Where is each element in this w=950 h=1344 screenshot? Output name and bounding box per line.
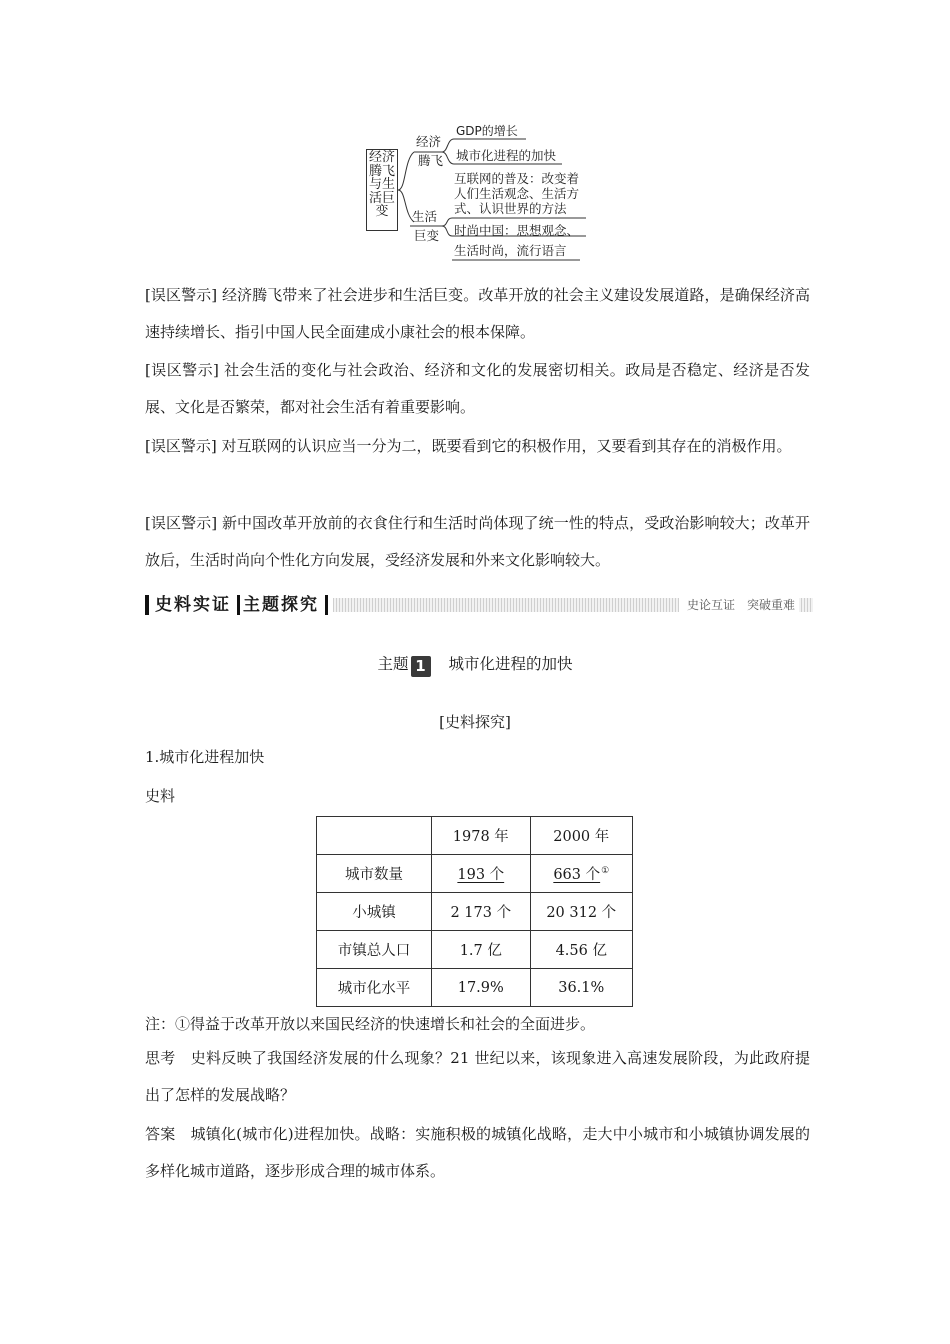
answer-text: 城镇化(城市化)进程加快。战略：实施积极的城镇化战略，走大中小城市和小城镇协调发展的多样化城市道路，逐步形成合理的城市体系。 bbox=[145, 1125, 810, 1180]
warning-text: 经济腾飞带来了社会进步和生活巨变。改革开放的社会主义建设发展道路，是确保经济高速持续增长、指引中国人民全面建成小康社会的根本保障。 bbox=[145, 286, 810, 341]
table-cell: 20 312 个 bbox=[530, 893, 632, 931]
warning-tag: [误区警示] bbox=[145, 361, 219, 379]
topic-number-badge: 1 bbox=[411, 656, 431, 677]
leaf-internet-line2: 人们生活观念、生活方 bbox=[454, 186, 580, 201]
table-row bbox=[317, 931, 633, 969]
mind-map bbox=[362, 122, 602, 264]
table-cell: 4.56 亿 bbox=[530, 931, 632, 969]
warning-paragraph bbox=[145, 505, 810, 579]
leaf-fashion-line1: 时尚中国：思想观念、 bbox=[454, 223, 580, 238]
table-row bbox=[317, 855, 633, 893]
warning-text: 新中国改革开放前的衣食住行和生活时尚体现了统一性的特点，受政治影响较大；改革开放后，生活时尚向个性化方向发展，受经济发展和外来文化影响较大。 bbox=[145, 514, 810, 569]
table-cell bbox=[432, 855, 531, 893]
answer-label: 答案 bbox=[145, 1125, 176, 1143]
row-label: 城市数量 bbox=[317, 855, 432, 893]
warning-tag: [误区警示] bbox=[145, 514, 218, 532]
warning-paragraph bbox=[145, 352, 810, 426]
connector-root-economy bbox=[398, 152, 414, 190]
source-label: 史料 bbox=[145, 787, 176, 805]
warning-paragraph bbox=[145, 277, 810, 351]
table-row bbox=[317, 969, 633, 1007]
urbanization-table bbox=[316, 816, 633, 1007]
row-label: 小城镇 bbox=[317, 893, 432, 931]
banner-right-text: 史论互证 突破重难 bbox=[679, 596, 799, 614]
leaf-urbanization: 城市化进程的加快 bbox=[456, 148, 557, 163]
banner-title-a: 史料实证 bbox=[155, 595, 231, 615]
mind-map-root bbox=[366, 149, 398, 231]
branch-life-line2: 巨变 bbox=[414, 228, 440, 243]
connector-life-internet bbox=[442, 218, 452, 226]
root-line: 与生 bbox=[368, 177, 395, 192]
table-header-cell bbox=[317, 817, 432, 855]
table-header-row bbox=[317, 817, 633, 855]
table-cell: 2 173 个 bbox=[432, 893, 531, 931]
leaf-internet-line1: 互联网的普及：改变着 bbox=[454, 171, 580, 186]
item-heading: 1.城市化进程加快 bbox=[145, 748, 265, 766]
cell-value: 193 个 bbox=[457, 867, 505, 883]
table-note: 注：①得益于改革开放以来国民经济的快速增长和社会的全面进步。 bbox=[145, 1015, 596, 1033]
warning-text: 社会生活的变化与社会政治、经济和文化的发展密切相关。政局是否稳定、经济是否发展、文化是否繁荣，都对社会生活有着重要影响。 bbox=[145, 361, 810, 416]
table-cell: 17.9% bbox=[432, 969, 531, 1007]
table-header-cell: 2000 年 bbox=[530, 817, 632, 855]
section-banner bbox=[145, 593, 815, 617]
root-line: 经济 bbox=[368, 150, 395, 165]
table-cell: 1.7 亿 bbox=[432, 931, 531, 969]
root-line: 活巨 bbox=[368, 190, 395, 206]
branch-economy-line1: 经济 bbox=[416, 134, 442, 149]
root-line: 腾飞 bbox=[368, 163, 395, 179]
leaf-fashion-line2: 生活时尚，流行语言 bbox=[454, 243, 567, 258]
root-line: 变 bbox=[375, 204, 389, 219]
cell-value: 663 个 bbox=[553, 867, 601, 883]
topic-heading bbox=[0, 652, 950, 677]
topic-title: 城市化进程的加快 bbox=[448, 655, 573, 673]
connector-economy-gdp bbox=[442, 139, 454, 152]
banner-title-b: 主题探究 bbox=[243, 595, 319, 615]
question-label: 思考 bbox=[145, 1049, 176, 1067]
warning-paragraph bbox=[145, 428, 810, 465]
table-row bbox=[317, 893, 633, 931]
branch-life-line1: 生活 bbox=[412, 209, 438, 224]
banner-separator bbox=[325, 595, 328, 615]
question-text: 史料反映了我国经济发展的什么现象？21 世纪以来，该现象进入高速发展阶段，为此政府提出了怎样的发展战略？ bbox=[145, 1049, 810, 1104]
table-cell bbox=[530, 855, 632, 893]
warning-text: 对互联网的认识应当一分为二，既要看到它的积极作用，又要看到其存在的消极作用。 bbox=[221, 437, 792, 455]
banner-left-bar bbox=[145, 595, 149, 615]
table-header-cell: 1978 年 bbox=[432, 817, 531, 855]
warning-tag: [误区警示] bbox=[145, 437, 217, 455]
banner-separator bbox=[237, 595, 240, 615]
table-cell: 36.1% bbox=[530, 969, 632, 1007]
connector-economy-urban bbox=[442, 152, 454, 164]
branch-economy-line2: 腾飞 bbox=[418, 153, 444, 168]
footnote-mark: ① bbox=[601, 866, 610, 876]
warning-tag: [误区警示] bbox=[145, 286, 218, 304]
topic-prefix: 主题 bbox=[377, 655, 409, 673]
leaf-internet-line3: 式、认识世界的方法 bbox=[454, 201, 567, 216]
leaf-gdp: GDP的增长 bbox=[456, 124, 518, 138]
question-paragraph bbox=[145, 1040, 810, 1114]
row-label: 市镇总人口 bbox=[317, 931, 432, 969]
subheading: [史料探究] bbox=[439, 713, 511, 731]
answer-paragraph bbox=[145, 1116, 810, 1190]
row-label: 城市化水平 bbox=[317, 969, 432, 1007]
connector-life-fashion bbox=[442, 226, 452, 236]
